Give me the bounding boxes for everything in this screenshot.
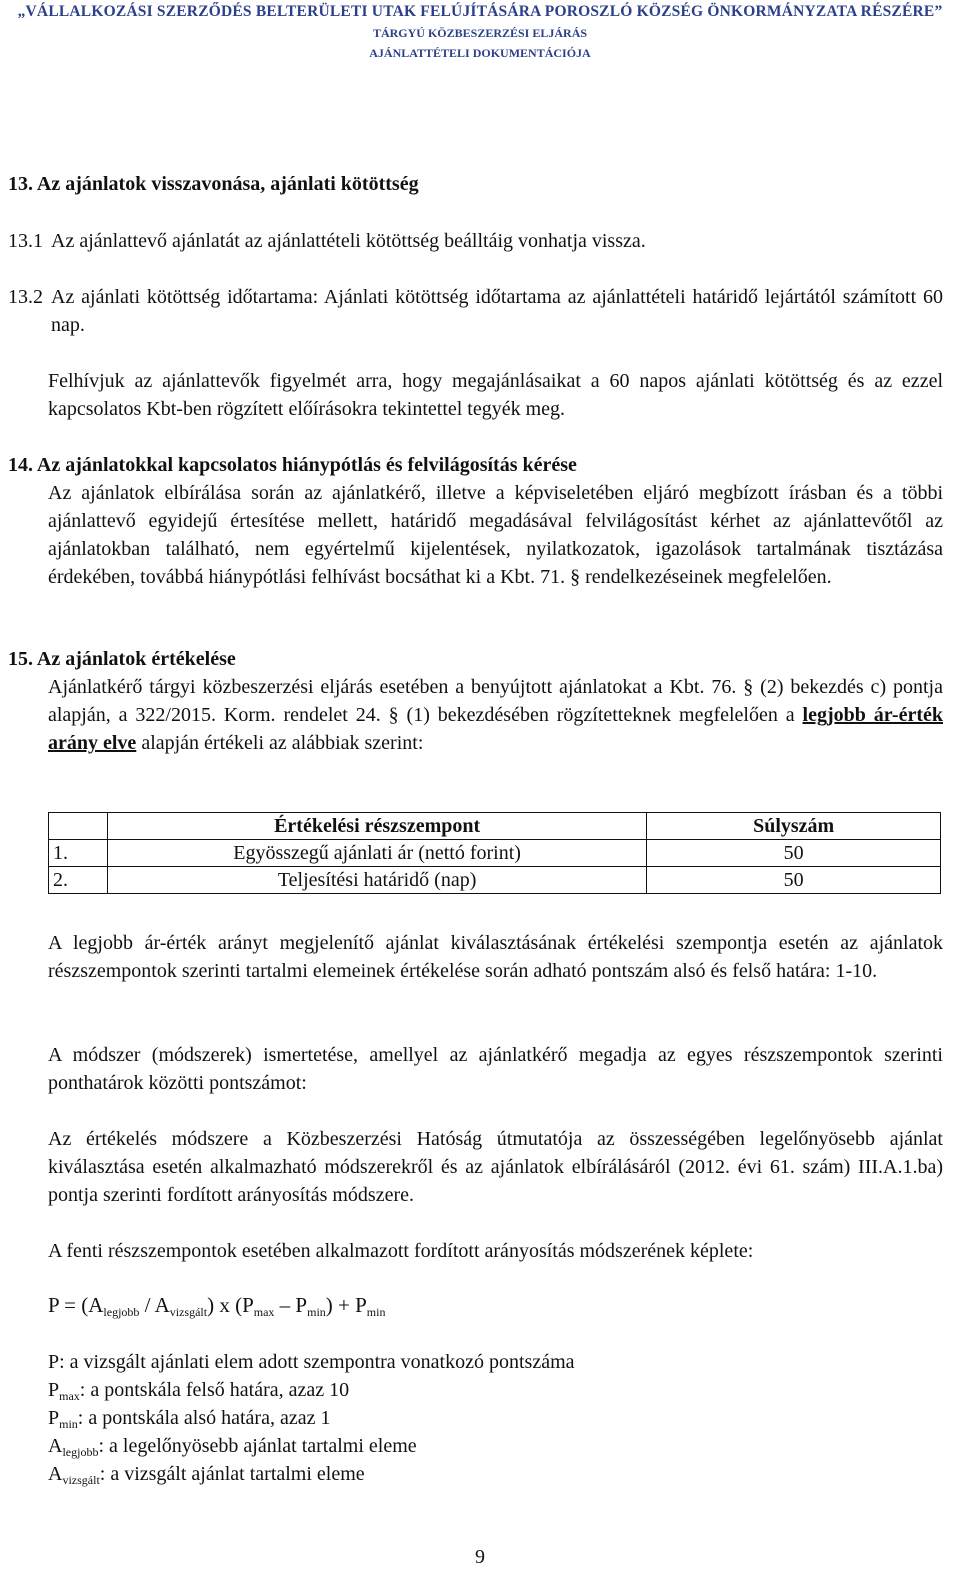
para-15-body-b: alapján értékeli az alábbiak szerint: bbox=[136, 732, 424, 754]
formula-subscript: max bbox=[253, 1305, 275, 1319]
definition-symbol: A bbox=[48, 1463, 63, 1485]
table-cell-index: 2. bbox=[49, 867, 108, 894]
definition-symbol: P bbox=[48, 1379, 60, 1401]
doc-header-subtitle: TÁRGYÚ KÖZBESZERZÉSI ELJÁRÁS bbox=[372, 26, 588, 40]
para-13-2: Az ajánlati kötöttség időtartama: Ajánlati kötöttség időtartama az ajánlattételi határidő lejártától számított 60 nap. bbox=[51, 286, 943, 336]
para-15-body-a: Ajánlatkérő tárgyi közbeszerzési eljárás esetében a benyújtott ajánlatokat a Kbt. 76. § (2) bekezdés c) pontja alapján, a 322/2015. Korm. rendelet 24. § (1) bekezdésében rögzítetteknek megfelelően a bbox=[48, 676, 943, 726]
formula-subscript: min bbox=[307, 1305, 326, 1319]
definition-subscript: legjobb bbox=[62, 1445, 99, 1459]
table-cell-weight: 50 bbox=[647, 867, 941, 894]
table-header-row bbox=[49, 813, 941, 840]
definition-avizsgalt bbox=[48, 1460, 365, 1494]
table-row bbox=[49, 867, 941, 894]
definition-text: : a pontskála felső határa, azaz 10 bbox=[79, 1379, 350, 1401]
best-value-emphasis: legjobb ár-érték arány elve bbox=[48, 704, 943, 754]
table-cell-criterion: Egyösszegű ajánlati ár (nettó forint) bbox=[107, 840, 646, 867]
definition-symbol: A bbox=[48, 1435, 63, 1457]
table-cell-weight: 50 bbox=[647, 840, 941, 867]
doc-header-title: „VÁLLALKOZÁSI SZERZŐDÉS BELTERÜLETI UTAK FELÚJÍTÁSÁRA POROSZLÓ KÖZSÉG ÖNKORMÁNYZATA RÉSZÉRE” bbox=[17, 3, 943, 20]
formula-subscript: vizsgált bbox=[169, 1305, 208, 1319]
definition-text: : a vizsgált ajánlat tartalmi eleme bbox=[99, 1463, 365, 1485]
section-13-heading: 13. Az ajánlatok visszavonása, ajánlati kötöttség bbox=[8, 173, 419, 195]
table-row bbox=[49, 840, 941, 867]
table-cell-criterion: Teljesítési határidő (nap) bbox=[107, 867, 646, 894]
formula-part: P = (A bbox=[48, 1293, 104, 1317]
para-method-intro: A módszer (módszerek) ismertetése, amellyel az ajánlatkérő megadja az egyes részszempontok szerinti ponthatárok közötti pontszámot: bbox=[48, 1044, 943, 1094]
para-formula-intro: A fenti részszempontok esetében alkalmazott fordított arányosítás módszerének képlete: bbox=[48, 1240, 754, 1262]
criteria-table bbox=[48, 812, 941, 894]
table-header-cell: Súlyszám bbox=[647, 813, 941, 840]
formula-part: ) + P bbox=[325, 1293, 367, 1317]
page-number: 9 bbox=[475, 1546, 485, 1568]
table-cell-index: 1. bbox=[49, 840, 108, 867]
definition-subscript: min bbox=[59, 1417, 78, 1431]
formula-subscript: legjobb bbox=[103, 1305, 140, 1319]
scoring-formula bbox=[48, 1293, 385, 1320]
formula-part: / A bbox=[139, 1293, 170, 1317]
formula-part: – P bbox=[274, 1293, 308, 1317]
para-13-notice: Felhívjuk az ajánlattevők figyelmét arra, hogy megajánlásaikat a 60 napos ajánlati kötöttség és az ezzel kapcsolatos Kbt-ben rögzített előírásokra tekintettel tegyék meg. bbox=[48, 370, 943, 420]
definition-text: : a legelőnyösebb ajánlat tartalmi eleme bbox=[98, 1435, 417, 1457]
formula-part: ) x (P bbox=[207, 1293, 254, 1317]
definition-text: : a pontskála alsó határa, azaz 1 bbox=[77, 1407, 331, 1429]
table-header-cell bbox=[49, 813, 108, 840]
para-14-body: Az ajánlatok elbírálása során az ajánlatkérő, illetve a képviseletében eljáró megbízott írásban és a többi ajánlattevő egyidejű értesítése mellett, határidő megadásával felvilágosítást kérhet az ajánlattevőtől az ajánlatokban található, nem egyértelmű kijelentések, nyilatkozatok, igazolások tartalmának tisztázása érdekében, továbbá hiánypótlási felhívást bocsáthat ki a Kbt. 71. § rendelkezéseinek megfelelően. bbox=[48, 482, 943, 588]
section-15-heading: 15. Az ajánlatok értékelése bbox=[8, 648, 236, 670]
para-13-1: Az ajánlattevő ajánlatát az ajánlattételi kötöttség beálltáig vonhatja vissza. bbox=[51, 230, 646, 252]
para-13-2-number: 13.2 bbox=[8, 286, 43, 308]
para-15-body bbox=[48, 673, 943, 757]
para-score-range: A legjobb ár-érték arányt megjelenítő ajánlat kiválasztásának értékelési szempontja esetén az ajánlatok részszempontok szerinti tartalmi elemeinek értékelése során adható pontszám alsó és felső határa: 1-10. bbox=[48, 932, 943, 982]
para-authority-guidance: Az értékelés módszere a Közbeszerzési Hatóság útmutatója az összességében legelőnyösebb ajánlat kiválasztása esetén alkalmazható módszerekről és az ajánlatok elbírálásáról (2012. évi 61. szám) III.A.1.ba) pontja szerinti fordított arányosítás módszere. bbox=[48, 1128, 943, 1206]
formula-subscript: min bbox=[366, 1305, 386, 1319]
definition-subscript: vizsgált bbox=[62, 1473, 100, 1487]
definition-symbol: P bbox=[48, 1407, 60, 1429]
definition-subscript: max bbox=[59, 1389, 80, 1403]
para-13-1-number: 13.1 bbox=[8, 230, 43, 252]
section-14-heading: 14. Az ajánlatokkal kapcsolatos hiánypótlás és felvilágosítás kérése bbox=[8, 454, 577, 476]
table-header-cell: Értékelési részszempont bbox=[107, 813, 646, 840]
definition-p: P: a vizsgált ajánlati elem adott szempontra vonatkozó pontszáma bbox=[48, 1351, 575, 1373]
doc-header-doc-type: AJÁNLATTÉTELI DOKUMENTÁCIÓJA bbox=[369, 46, 591, 60]
